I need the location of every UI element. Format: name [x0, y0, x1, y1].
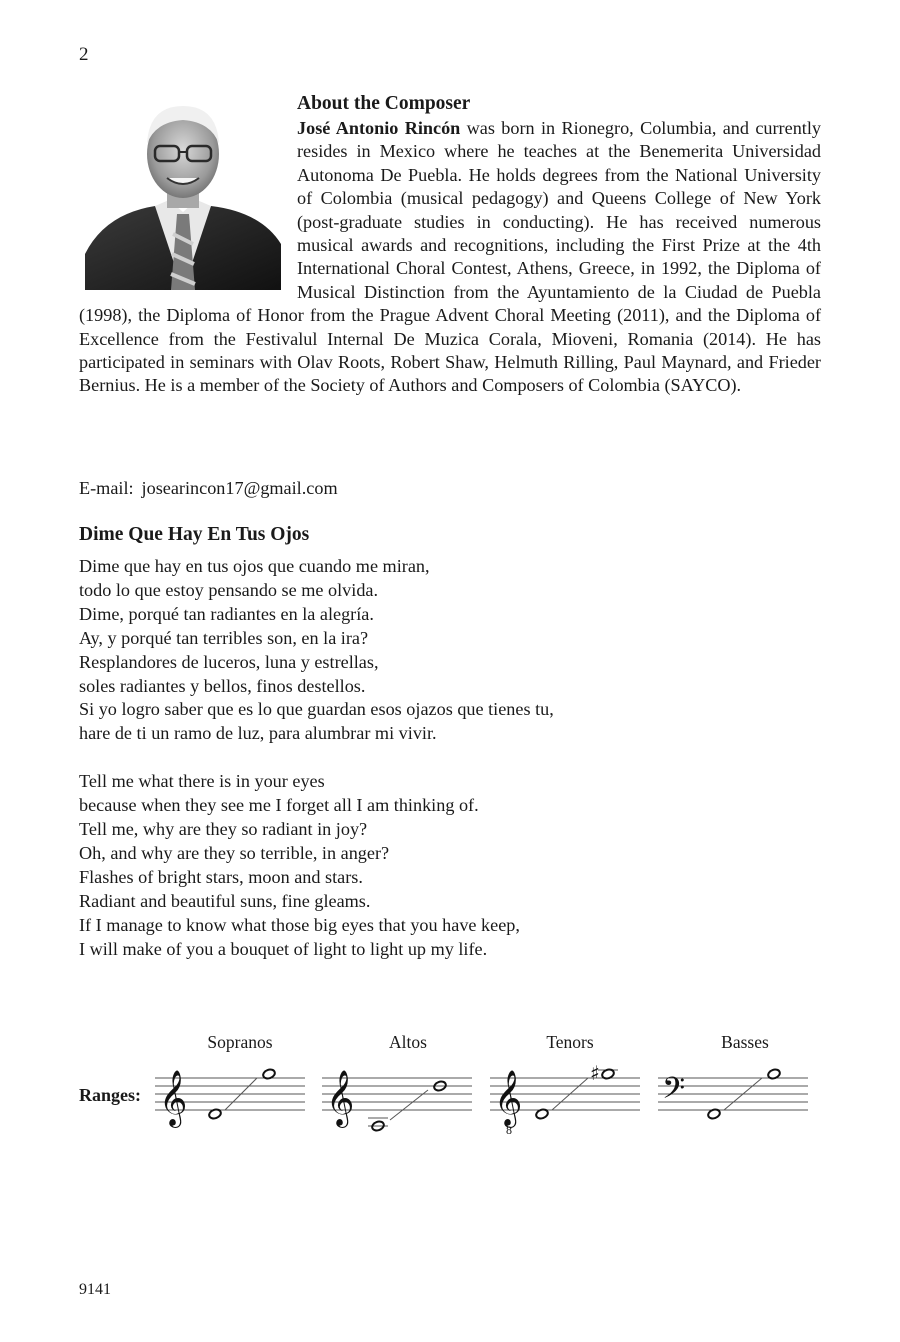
voice-label-basses: Basses: [721, 1032, 769, 1052]
lyric-line: Oh, and why are they so terrible, in anger?: [79, 842, 390, 863]
catalog-number: 9141: [79, 1281, 111, 1298]
lyric-line: Flashes of bright stars, moon and stars.: [79, 866, 363, 887]
song-title: Dime Que Hay En Tus Ojos: [79, 524, 310, 545]
email-address: josearincon17@gmail.com: [141, 478, 338, 498]
ranges-label: Ranges:: [79, 1085, 141, 1105]
voice-label-altos: Altos: [389, 1032, 427, 1052]
lyric-line: I will make of you a bouquet of light to light up my life.: [79, 938, 488, 959]
lyric-line: because when they see me I forget all I am thinking of.: [79, 795, 479, 816]
lyric-line: hare de ti un ramo de luz, para alumbrar mi vivir.: [79, 723, 437, 744]
page-number: 2: [79, 44, 89, 65]
about-heading: About the Composer: [297, 93, 471, 114]
treble-clef-icon: 𝄞: [326, 1070, 355, 1126]
voice-label-tenors: Tenors: [546, 1032, 594, 1052]
lyric-line: Ay, y porqué tan terribles son, en la ira?: [79, 627, 369, 648]
about-composer-section: [79, 92, 821, 398]
bio-text: was born in Rionegro, Columbia, and currently resides in Mexico where he teaches at the Benemerita Universidad Autonoma De Puebla. He holds degrees from the National University of Colombia (musical pedagogy) and Queens College of New York (post-graduate studies in conducting). He has received numerous musical awards and recognitions, including the First Prize at the 4th International Choral Contest, Athens, Greece, in 1992, the Diploma of Musical Distinction from the Ayuntamiento de la Ciudad de Puebla (1998), the Diploma of Honor from the Prague Advent Choral Meeting (2011), and the Diploma of Excellence from the Festivalul Internal De Muzica Corala, Mioveni, Romania (2014). He has participated in seminars with Olav Roots, Robert Shaw, Helmuth Rilling, Paul Maynard, and Frieder Bernius. He is a member of the Society of Authors and Composers of Colombia (SAYCO).: [79, 118, 821, 396]
composer-name: José Antonio Rincón: [297, 118, 461, 138]
lyric-line: Dime, porqué tan radiantes en la alegría.: [79, 603, 374, 624]
lyric-line: Resplandores de luceros, luna y estrellas,: [79, 651, 379, 672]
email-label: E-mail:: [79, 478, 134, 498]
octave-mark: 8: [506, 1123, 512, 1136]
lyric-line: Radiant and beautiful suns, fine gleams.: [79, 890, 371, 911]
lyric-line: Tell me, why are they so radiant in joy?: [79, 819, 368, 840]
lyrics-english: [79, 770, 821, 961]
sharp-icon: ♯: [590, 1061, 600, 1085]
song-section: [79, 523, 821, 962]
lyric-line: todo lo que estoy pensando se me olvida.: [79, 579, 379, 600]
voice-label-sopranos: Sopranos: [207, 1032, 273, 1052]
treble-clef-icon: 𝄞: [494, 1070, 523, 1126]
staff-altos: [322, 1056, 474, 1136]
staff-basses: [658, 1056, 810, 1136]
lyric-line: soles radiantes y bellos, finos destellos.: [79, 675, 366, 696]
lyric-line: Si yo logro saber que es lo que guardan esos ojazos que tienes tu,: [79, 699, 554, 720]
treble-clef-icon: 𝄞: [159, 1070, 188, 1126]
composer-photo: [85, 94, 281, 290]
lyric-line: If I manage to know what those big eyes that you have keep,: [79, 914, 520, 935]
staff-tenors: [490, 1056, 642, 1136]
staff-sopranos: [155, 1056, 307, 1136]
composer-portrait-image: [85, 94, 281, 290]
lyric-line: Dime que hay en tus ojos que cuando me miran,: [79, 556, 430, 576]
bass-clef-icon: 𝄢: [662, 1072, 686, 1113]
email-line: [79, 478, 338, 499]
lyric-line: Tell me what there is in your eyes: [79, 771, 325, 792]
lyrics-spanish: [79, 555, 821, 746]
voice-ranges: [0, 1020, 900, 1136]
